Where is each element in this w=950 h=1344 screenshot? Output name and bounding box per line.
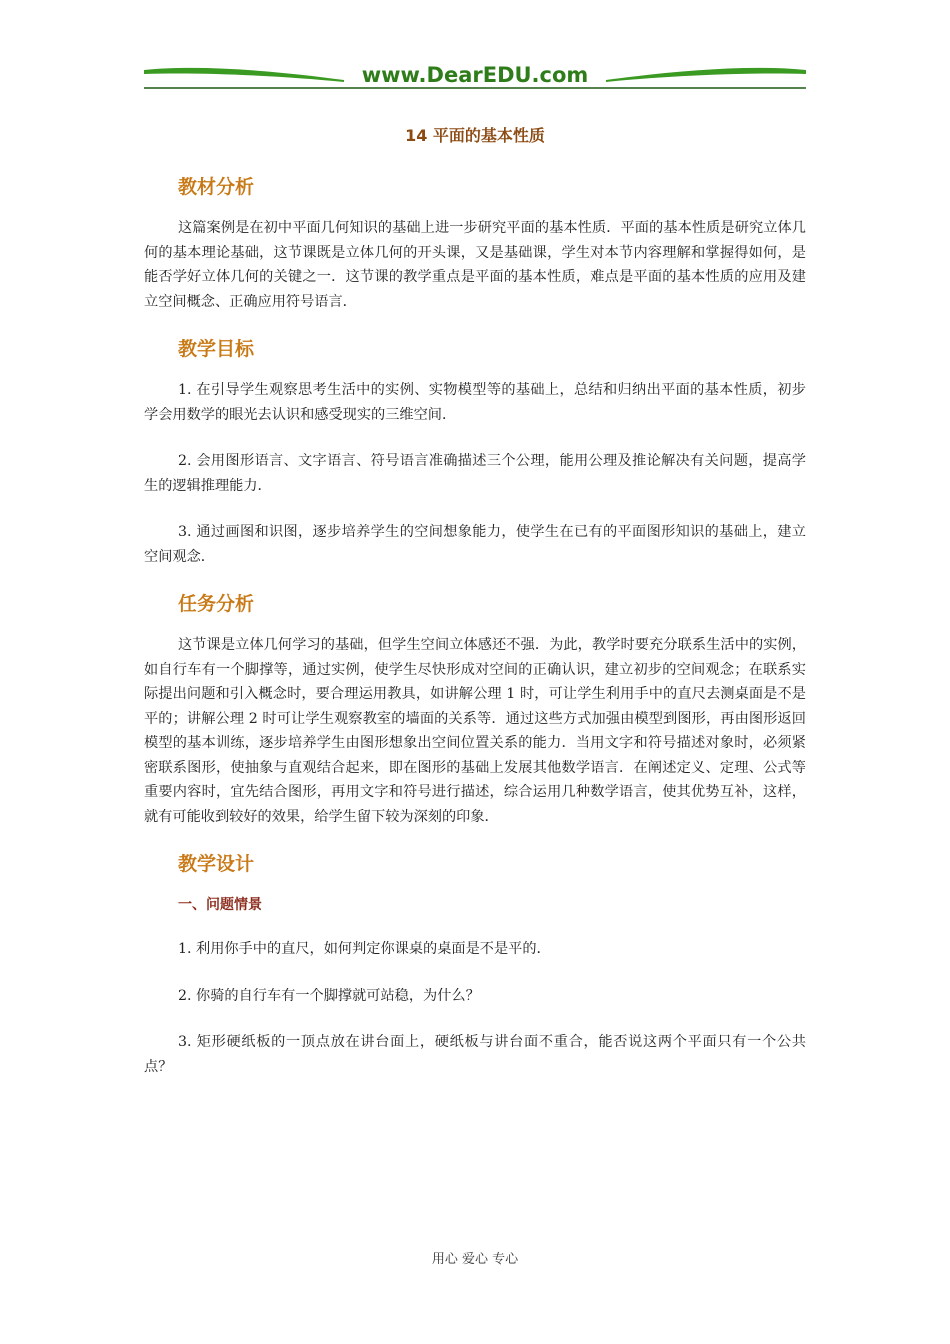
section-heading-teaching-goals: 教学目标: [178, 338, 255, 360]
paragraph: 2. 会用图形语言、文字语言、符号语言准确描述三个公理，能用公理及推论解决有关问题，提高学生的逻辑推理能力．: [144, 453, 806, 494]
paragraph: 2. 你骑的自行车有一个脚撑就可站稳，为什么？: [178, 987, 480, 1004]
document-title: 14 平面的基本性质: [405, 126, 545, 145]
paragraph: 3. 通过画图和识图，逐步培养学生的空间想象能力，使学生在已有的平面图形知识的基础上，建立空间观念．: [144, 524, 806, 565]
paragraph: 1. 在引导学生观察思考生活中的实例、实物模型等的基础上，总结和归纳出平面的基本性质，初步学会用数学的眼光去认识和感受现实的三维空间．: [144, 382, 806, 423]
page-footer: 用心 爱心 专心: [431, 1252, 519, 1267]
paragraph: 这节课是立体几何学习的基础，但学生空间立体感还不强．为此，教学时要充分联系生活中的实例，如自行车有一个脚撑等，通过实例，使学生尽快形成对空间的正确认识，建立初步的空间观念；在联系实际提出问题和引入概念时，要合理运用教具，如讲解公理 1 时，可让学生利用手中的直尺去测桌面是不是平的；讲解公理 2 时可让学生观察教室的墙面的关系等．通过这些方式加强由模型到图形，再由图形返回模型的基本训练，逐步培养学生由图形想象出空间位置关系的能力．当用文字和符号描述对象时，必须紧密联系图形，使抽象与直观结合起来，即在图形的基础上发展其他数学语言．在阐述定义、定理、公式等重要内容时，宜先结合图形，再用文字和符号进行描述，综合运用几种数学语言，使其优势互补，这样，就有可能收到较好的效果，给学生留下较为深刻的印象．: [144, 637, 806, 825]
site-header: [144, 60, 806, 92]
paragraph: 1. 利用你手中的直尺，如何判定你课桌的桌面是不是平的．: [178, 941, 551, 957]
site-logo[interactable]: www.DearEDU.com: [361, 63, 589, 87]
section-heading-teaching-design: 教学设计: [178, 853, 255, 875]
document-body: [144, 122, 806, 1101]
section-heading-textbook-analysis: 教材分析: [178, 176, 255, 198]
paragraph: 这篇案例是在初中平面几何知识的基础上进一步研究平面的基本性质．平面的基本性质是研究立体几何的基本理论基础，这节课既是立体几何的开头课，又是基础课，学生对本节内容理解和掌握得如何，是能否学好立体几何的关键之一．这节课的教学重点是平面的基本性质，难点是平面的基本性质的应用及建立空间概念、正确应用符号语言．: [144, 220, 806, 310]
sub-heading-problem-scenario: 一、问题情景: [178, 897, 262, 913]
section-heading-task-analysis: 任务分析: [178, 593, 255, 615]
paragraph: 3. 矩形硬纸板的一顶点放在讲台面上，硬纸板与讲台面不重合，能否说这两个平面只有一个公共点？: [144, 1034, 806, 1075]
